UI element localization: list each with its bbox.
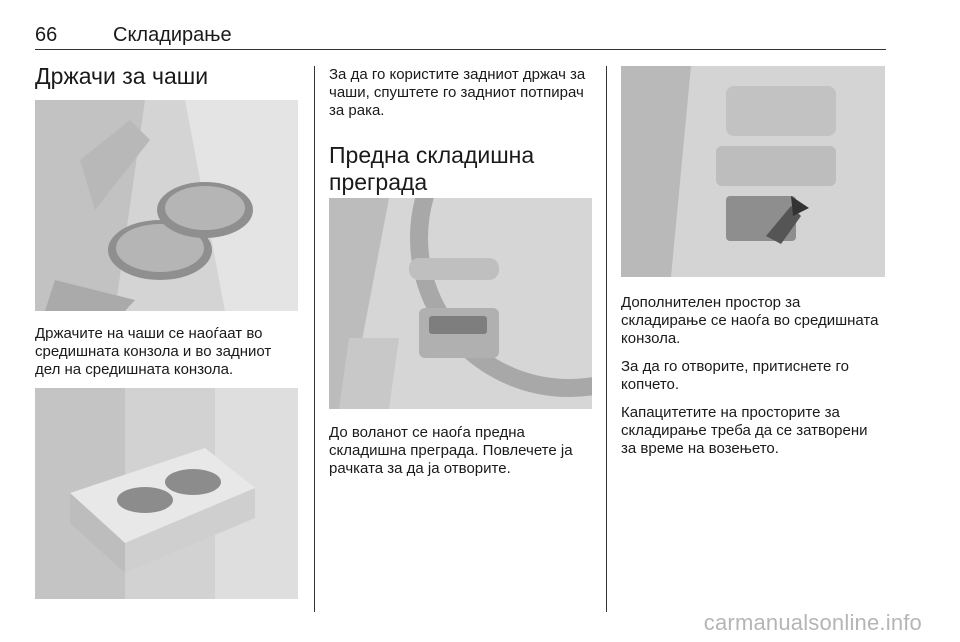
paragraph-extra-storage: Дополнителен простор за складирање се наоѓа во средишната конзола. [621,294,879,347]
illustration-front-cup-holders [35,100,298,311]
illustration-rear-cup-holders [35,388,298,599]
page-number: 66 [35,24,58,46]
column-divider [314,66,315,612]
section-heading-cup-holders: Држачи за чаши [35,63,209,89]
illustration-front-storage-compartment [329,198,592,409]
column-3 [621,294,886,458]
column-2 [329,66,594,196]
paragraph-rear-cup-holder-use: За да го користите задниот држач за чаши, спуштете го задниот потпирач за рака. [329,66,586,119]
paragraph-driving-warning: Капацитетите на просторите за складирање треба да се затворени за време на возењето. [621,404,868,457]
column-divider [606,66,607,612]
page-header [35,20,886,48]
paragraph-open-instruction: За да го отворите, притиснете го копчето. [621,358,850,393]
header-rule [35,49,886,50]
paragraph-cup-holder-location: Држачите на чаши се наоѓаат во средишната конзола и во задниот дел на средишната конзола. [35,325,272,378]
chapter-title: Складирање [113,24,232,46]
section-heading-front-storage: Предна складишна преграда [329,142,535,195]
paragraph-front-storage-description: До воланот се наоѓа предна складишна преграда. Повлечете ја рачката за да ја отворите. [329,424,573,477]
watermark: carmanualsonline.info [703,610,922,635]
illustration-center-console-storage [621,66,885,277]
column-1 [35,63,300,90]
